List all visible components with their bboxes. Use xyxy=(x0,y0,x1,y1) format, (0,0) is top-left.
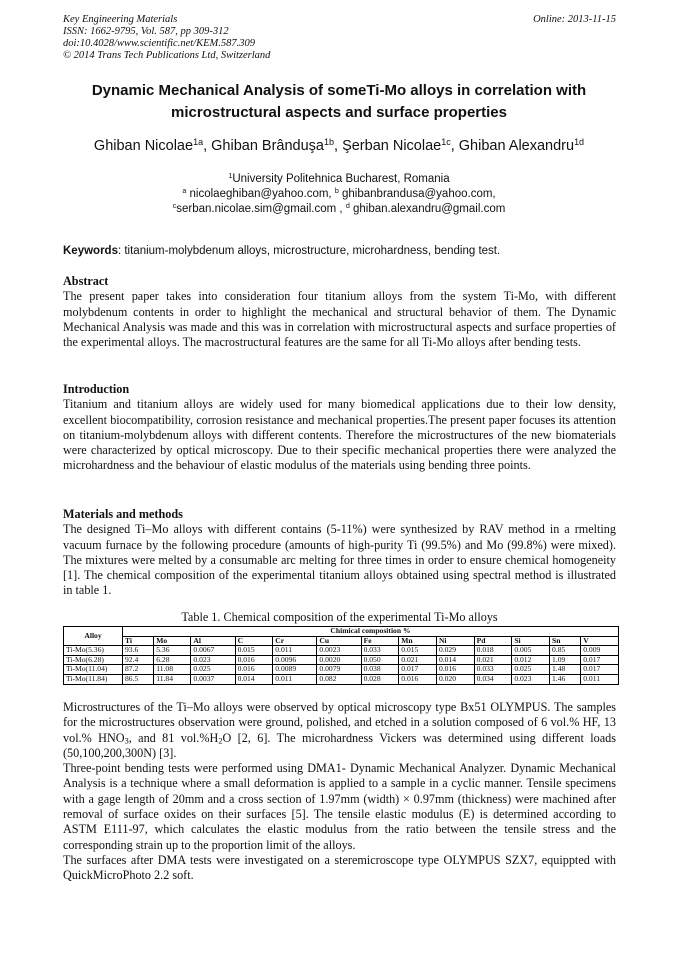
value-cell: 0.0020 xyxy=(317,655,361,665)
author-name: Ghiban Alexandru xyxy=(458,138,575,154)
value-cell: 0.021 xyxy=(474,655,512,665)
element-header: C xyxy=(235,636,273,646)
table-header-row xyxy=(64,627,619,637)
value-cell: 0.023 xyxy=(512,674,550,684)
bending-test-paragraph: Three-point bending tests were performed using DMA1- Dynamic Mechanical Analyzer. Dynamic Mechanical Analysis is a technique where a small deformation is applied to a sample in a cyclic manner. Tensile specimens with a gage length of 20mm and a cross section of 1.97mm (width) × 0.97mm (thickness) were machined after removal of surface oxides on their surfaces [5]. The tensile elastic modulus (E) is determined according to ASTM E111-97, which calculates the elastic modulus from the ratio between the tensile stress and the corresponding strain up to the proportion limit of the alloys. xyxy=(63,761,616,852)
methods-text: The designed Ti–Mo alloys with different contains (5-11%) were synthesized by RAV method in a rmelting vacuum furnace by the following procedure (amounts of high-purity Ti (99.5%) and Mo (99.8%) were mixed). The mixtures were melted by a consumable arc melting for three times in order to ensure chemical homogeneity [1]. The chemical composition of the experimental titanium alloys obtained using spectral method is illustrated in table 1. xyxy=(63,522,616,598)
email-link[interactable]: ghibanbrandusa@yahoo.com, xyxy=(342,188,496,200)
author-name: Ghiban Nicolae xyxy=(93,138,194,154)
methods-section xyxy=(63,507,616,599)
value-cell: 11.84 xyxy=(154,674,191,684)
value-cell: 0.005 xyxy=(512,646,550,656)
value-cell: 0.017 xyxy=(581,665,619,675)
element-header: Sn xyxy=(550,636,581,646)
value-cell: 86.5 xyxy=(123,674,154,684)
value-cell: 0.009 xyxy=(581,646,619,656)
abstract-text: The present paper takes into consideration four titanium alloys from the system Ti-Mo, with different molybdenum contents in order to highlight the mechanical and structural behavior of them. The Dynamic Mechanical Analysis was made and this was in correlation with microstructural aspects and surface properties of the experimental alloys. The macrostructural features are the same for all Ti-Mo alloys after bending tests. xyxy=(63,289,616,350)
value-cell: 0.017 xyxy=(399,665,437,675)
value-cell: 1.09 xyxy=(550,655,581,665)
element-header: Mn xyxy=(399,636,437,646)
keywords xyxy=(63,244,616,258)
post-table-section xyxy=(63,700,616,884)
value-cell: 0.0067 xyxy=(191,646,235,656)
value-cell: 0.023 xyxy=(191,655,235,665)
value-cell: 0.015 xyxy=(235,646,273,656)
value-cell: 0.0037 xyxy=(191,674,235,684)
table-row xyxy=(64,646,619,656)
email-line-2: $^c$serban.nicolae.sim@gmail.com , $^d$ ghiban.alexandru@gmail.com xyxy=(172,202,506,215)
author-sup: 1a xyxy=(193,137,204,148)
element-header: Fe xyxy=(361,636,399,646)
element-header: Si xyxy=(512,636,550,646)
keywords-text: : titanium-molybdenum alloys, microstructure, microhardness, bending test. xyxy=(117,245,501,257)
value-cell: 0.028 xyxy=(361,674,399,684)
affiliation-block xyxy=(40,172,638,217)
value-cell: 93.6 xyxy=(123,646,154,656)
value-cell: 0.0023 xyxy=(317,646,361,656)
author-sup: 1d xyxy=(574,137,585,148)
author-list: Ghiban Nicolae$^{1a}$, Ghiban Brânduşa$^{1b}$, Şerban Nicolae$^{1c}$, Ghiban Alexandru$^{1d}$ xyxy=(93,137,585,154)
value-cell: 0.014 xyxy=(235,674,273,684)
email-link[interactable]: nicolaeghiban@yahoo.com, xyxy=(189,188,332,200)
alloy-cell: Ti-Mo(5.36) xyxy=(64,646,123,656)
value-cell: 0.034 xyxy=(474,674,512,684)
table-row xyxy=(64,665,619,675)
introduction-text: Titanium and titanium alloys are widely used for many biomedical applications due to their low density, excellent biocompatibility, corrosion resistance and mechanical properties.The present paper focuses its attention on titanium-molybdenum alloys with different contents. Therefore the microstructures of the new biomaterials were characterized by optical microscopy. Due to their specific mechanical properties there were analyzed the microhardness and the behaviour of elastic modulus of the materials using bending three points. xyxy=(63,397,616,473)
author-name: Ghiban Brânduşa xyxy=(211,138,324,154)
value-cell: 0.016 xyxy=(235,665,273,675)
email-line-1: $^a$ nicolaeghiban@yahoo.com, $^b$ ghibanbrandusa@yahoo.com, xyxy=(182,187,496,200)
value-cell: 0.0089 xyxy=(273,665,317,675)
table-row xyxy=(64,655,619,665)
microstructure-paragraph: Microstructures of the Ti–Mo alloys were observed by optical microscopy type Bx51 OLYMPUS. The samples for the microstructures observation were ground, polished, and etched in a solution composed of 6 vol.% HF, 13 vol.% $HNO_3$, and 81 $vol.\%H_2O$ [2, 6]. The microhardness Vickers was determined using different loads (50,100,200,300N) [3]. xyxy=(63,700,616,760)
value-cell: 0.020 xyxy=(436,674,474,684)
value-cell: 0.025 xyxy=(191,665,235,675)
value-cell: 0.016 xyxy=(399,674,437,684)
table-caption: Table 1. Chemical composition of the experimental Ti-Mo alloys xyxy=(181,610,498,624)
value-cell: 0.017 xyxy=(581,655,619,665)
chemical-composition-table xyxy=(63,626,619,685)
alloy-cell: Ti-Mo(11.84) xyxy=(64,674,123,684)
alloy-column-header: Alloy xyxy=(64,627,123,646)
keywords-label: Keywords xyxy=(63,245,118,257)
title-line-1: Dynamic Mechanical Analysis of someTi-Mo alloys in correlation with xyxy=(91,82,587,99)
abstract-section xyxy=(63,274,616,350)
doi-line: doi:10.4028/www.scientific.net/KEM.587.309 xyxy=(63,38,255,49)
element-header: Al xyxy=(191,636,235,646)
methods-heading: Materials and methods xyxy=(63,507,183,521)
element-header: Cu xyxy=(317,636,361,646)
title-line-2: microstructural aspects and surface properties xyxy=(171,104,507,121)
value-cell: 0.016 xyxy=(235,655,273,665)
author-sup: 1b xyxy=(324,137,334,148)
online-date: Online: 2013-11-15 xyxy=(533,14,616,25)
author-sup: 1c xyxy=(441,137,451,148)
value-cell: 0.029 xyxy=(436,646,474,656)
composition-group-header: Chimical composition % xyxy=(123,627,619,637)
value-cell: 92.4 xyxy=(123,655,154,665)
value-cell: 0.0079 xyxy=(317,665,361,675)
value-cell: 0.011 xyxy=(581,674,619,684)
value-cell: 5.36 xyxy=(154,646,191,656)
value-cell: 0.021 xyxy=(399,655,437,665)
email-link[interactable]: ghiban.alexandru@gmail.com xyxy=(352,203,506,215)
value-cell: 0.033 xyxy=(361,646,399,656)
value-cell: 0.050 xyxy=(361,655,399,665)
paper-title xyxy=(60,80,618,124)
value-cell: 0.85 xyxy=(550,646,581,656)
element-header: Pd xyxy=(474,636,512,646)
abstract-heading: Abstract xyxy=(63,274,109,288)
surface-paragraph: The surfaces after DMA tests were investigated on a steremicroscope type OLYMPUS SZX7, equippted with QuickMicroPhoto 2.2 soft. xyxy=(63,852,616,883)
value-cell: 0.011 xyxy=(273,674,317,684)
alloy-cell: Ti-Mo(11.04) xyxy=(64,665,123,675)
value-cell: 0.082 xyxy=(317,674,361,684)
element-header: Ni xyxy=(436,636,474,646)
introduction-section xyxy=(63,382,616,474)
value-cell: 0.018 xyxy=(474,646,512,656)
issn-line: ISSN: 1662-9795, Vol. 587, pp 309-312 xyxy=(63,26,229,37)
value-cell: 0.033 xyxy=(474,665,512,675)
value-cell: 0.012 xyxy=(512,655,550,665)
alloy-cell: Ti-Mo(6.28) xyxy=(64,655,123,665)
value-cell: 0.014 xyxy=(436,655,474,665)
value-cell: 0.016 xyxy=(436,665,474,675)
introduction-heading: Introduction xyxy=(63,382,130,396)
value-cell: 0.025 xyxy=(512,665,550,675)
element-header: Ti xyxy=(123,636,154,646)
running-header xyxy=(63,14,616,62)
element-header: Cr xyxy=(273,636,317,646)
value-cell: 0.015 xyxy=(399,646,437,656)
element-header: V xyxy=(581,636,619,646)
affiliation-line: $^1$University Politehnica Bucharest, Romania xyxy=(228,172,450,185)
table-row xyxy=(64,674,619,684)
journal-name: Key Engineering Materials xyxy=(63,14,178,25)
value-cell: 0.038 xyxy=(361,665,399,675)
value-cell: 1.46 xyxy=(550,674,581,684)
value-cell: 11.08 xyxy=(154,665,191,675)
value-cell: 0.011 xyxy=(273,646,317,656)
email-link[interactable]: serban.nicolae.sim@gmail.com , xyxy=(176,203,343,215)
author-name: Şerban Nicolae xyxy=(342,138,442,154)
element-header: Mo xyxy=(154,636,191,646)
value-cell: 6.28 xyxy=(154,655,191,665)
element-header-row xyxy=(64,636,619,646)
value-cell: 1.48 xyxy=(550,665,581,675)
value-cell: 87.2 xyxy=(123,665,154,675)
copyright-line: © 2014 Trans Tech Publications Ltd, Switzerland xyxy=(63,50,271,61)
value-cell: 0.0096 xyxy=(273,655,317,665)
